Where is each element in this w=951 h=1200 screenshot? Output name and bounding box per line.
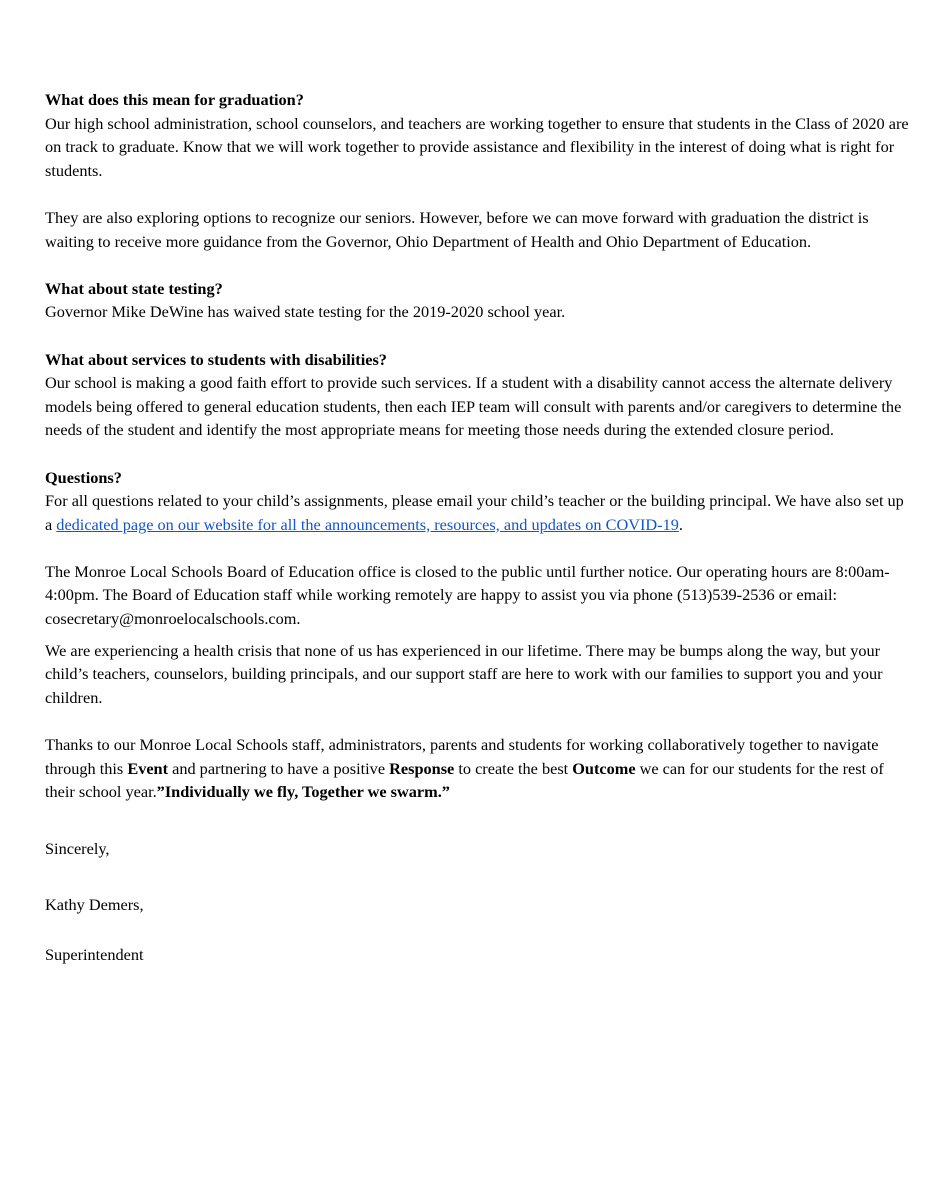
disabilities-heading: What about services to students with disabilities? bbox=[45, 349, 387, 369]
signer-name: Kathy Demers, bbox=[45, 895, 144, 915]
graduation-paragraph-1: Our high school administration, school counselors, and teachers are working together to ensure that students in the Class of 2020 are on track to graduate. Know that we will work together to provide assistance and flexibility in the interest of doing what is right for students. bbox=[45, 113, 909, 180]
closing-outcome: Outcome bbox=[572, 758, 636, 778]
signer-title: Superintendent bbox=[45, 945, 144, 964]
closing-section bbox=[45, 733, 911, 804]
closing-paragraph bbox=[45, 733, 911, 804]
closing-text-3: to create the best bbox=[454, 758, 573, 778]
closing-text-2: and partnering to have a positive bbox=[168, 758, 390, 778]
closing-event: Event bbox=[127, 758, 169, 778]
covid-page-link[interactable]: dedicated page on our website for all the announcements, resources, and updates on COVID-19 bbox=[56, 514, 679, 534]
graduation-paragraph-2: They are also exploring options to recognize our seniors. However, before we can move forward with graduation the district is waiting to receive more guidance from the Governor, Ohio Department of Health and Ohio Department of Education. bbox=[45, 207, 869, 251]
closing-text-1: Thanks to our Monroe Local Schools staff, administrators, parents and students for working collaboratively together to navigate through this bbox=[45, 735, 879, 778]
questions-text-after-link: . bbox=[678, 514, 683, 534]
testing-paragraph: Governor Mike DeWine has waived state testing for the 2019-2020 school year. bbox=[45, 302, 566, 322]
disabilities-paragraph: Our school is making a good faith effort to provide such services. If a student with a disability cannot access the alternate delivery models being offered to general education students, then each IEP team will consult with parents and/or caregivers to determine the needs of the student and identify the most appropriate means for meeting those needs during the extended closure period. bbox=[45, 373, 902, 440]
disabilities-section bbox=[45, 348, 911, 442]
salutation: Sincerely, bbox=[45, 838, 110, 858]
closing-response: Response bbox=[389, 758, 455, 778]
questions-text-before-link: For all questions related to your child’s assignments, please email your child’s teacher or the building principal. We have also set up a bbox=[45, 491, 904, 534]
closing-text-4: we can for our students for the rest of their school year. bbox=[45, 758, 884, 802]
testing-section bbox=[45, 277, 911, 324]
office-hours-paragraph: The Monroe Local Schools Board of Education office is closed to the public until further notice. Our operating hours are 8:00am-4:00pm. The Board of Education staff while working remotely are happy to assist you via phone (513)539-2536 or email: cosecretary@monroelocalschools.com. bbox=[45, 561, 890, 629]
questions-paragraph-1 bbox=[45, 489, 911, 536]
graduation-heading: What does this mean for graduation? bbox=[45, 90, 304, 109]
questions-heading: Questions? bbox=[45, 467, 122, 487]
questions-section bbox=[45, 466, 911, 710]
graduation-section bbox=[45, 88, 911, 253]
testing-heading: What about state testing? bbox=[45, 278, 223, 298]
signature-block bbox=[45, 837, 911, 967]
closing-motto: ”Individually we fly, Together we swarm.” bbox=[156, 782, 450, 802]
health-crisis-paragraph: We are experiencing a health crisis that none of us has experienced in our lifetime. There may be bumps along the way, but your child’s teachers, counselors, building principals, and our support staff are here to work with our families to support you and your children. bbox=[45, 640, 883, 707]
